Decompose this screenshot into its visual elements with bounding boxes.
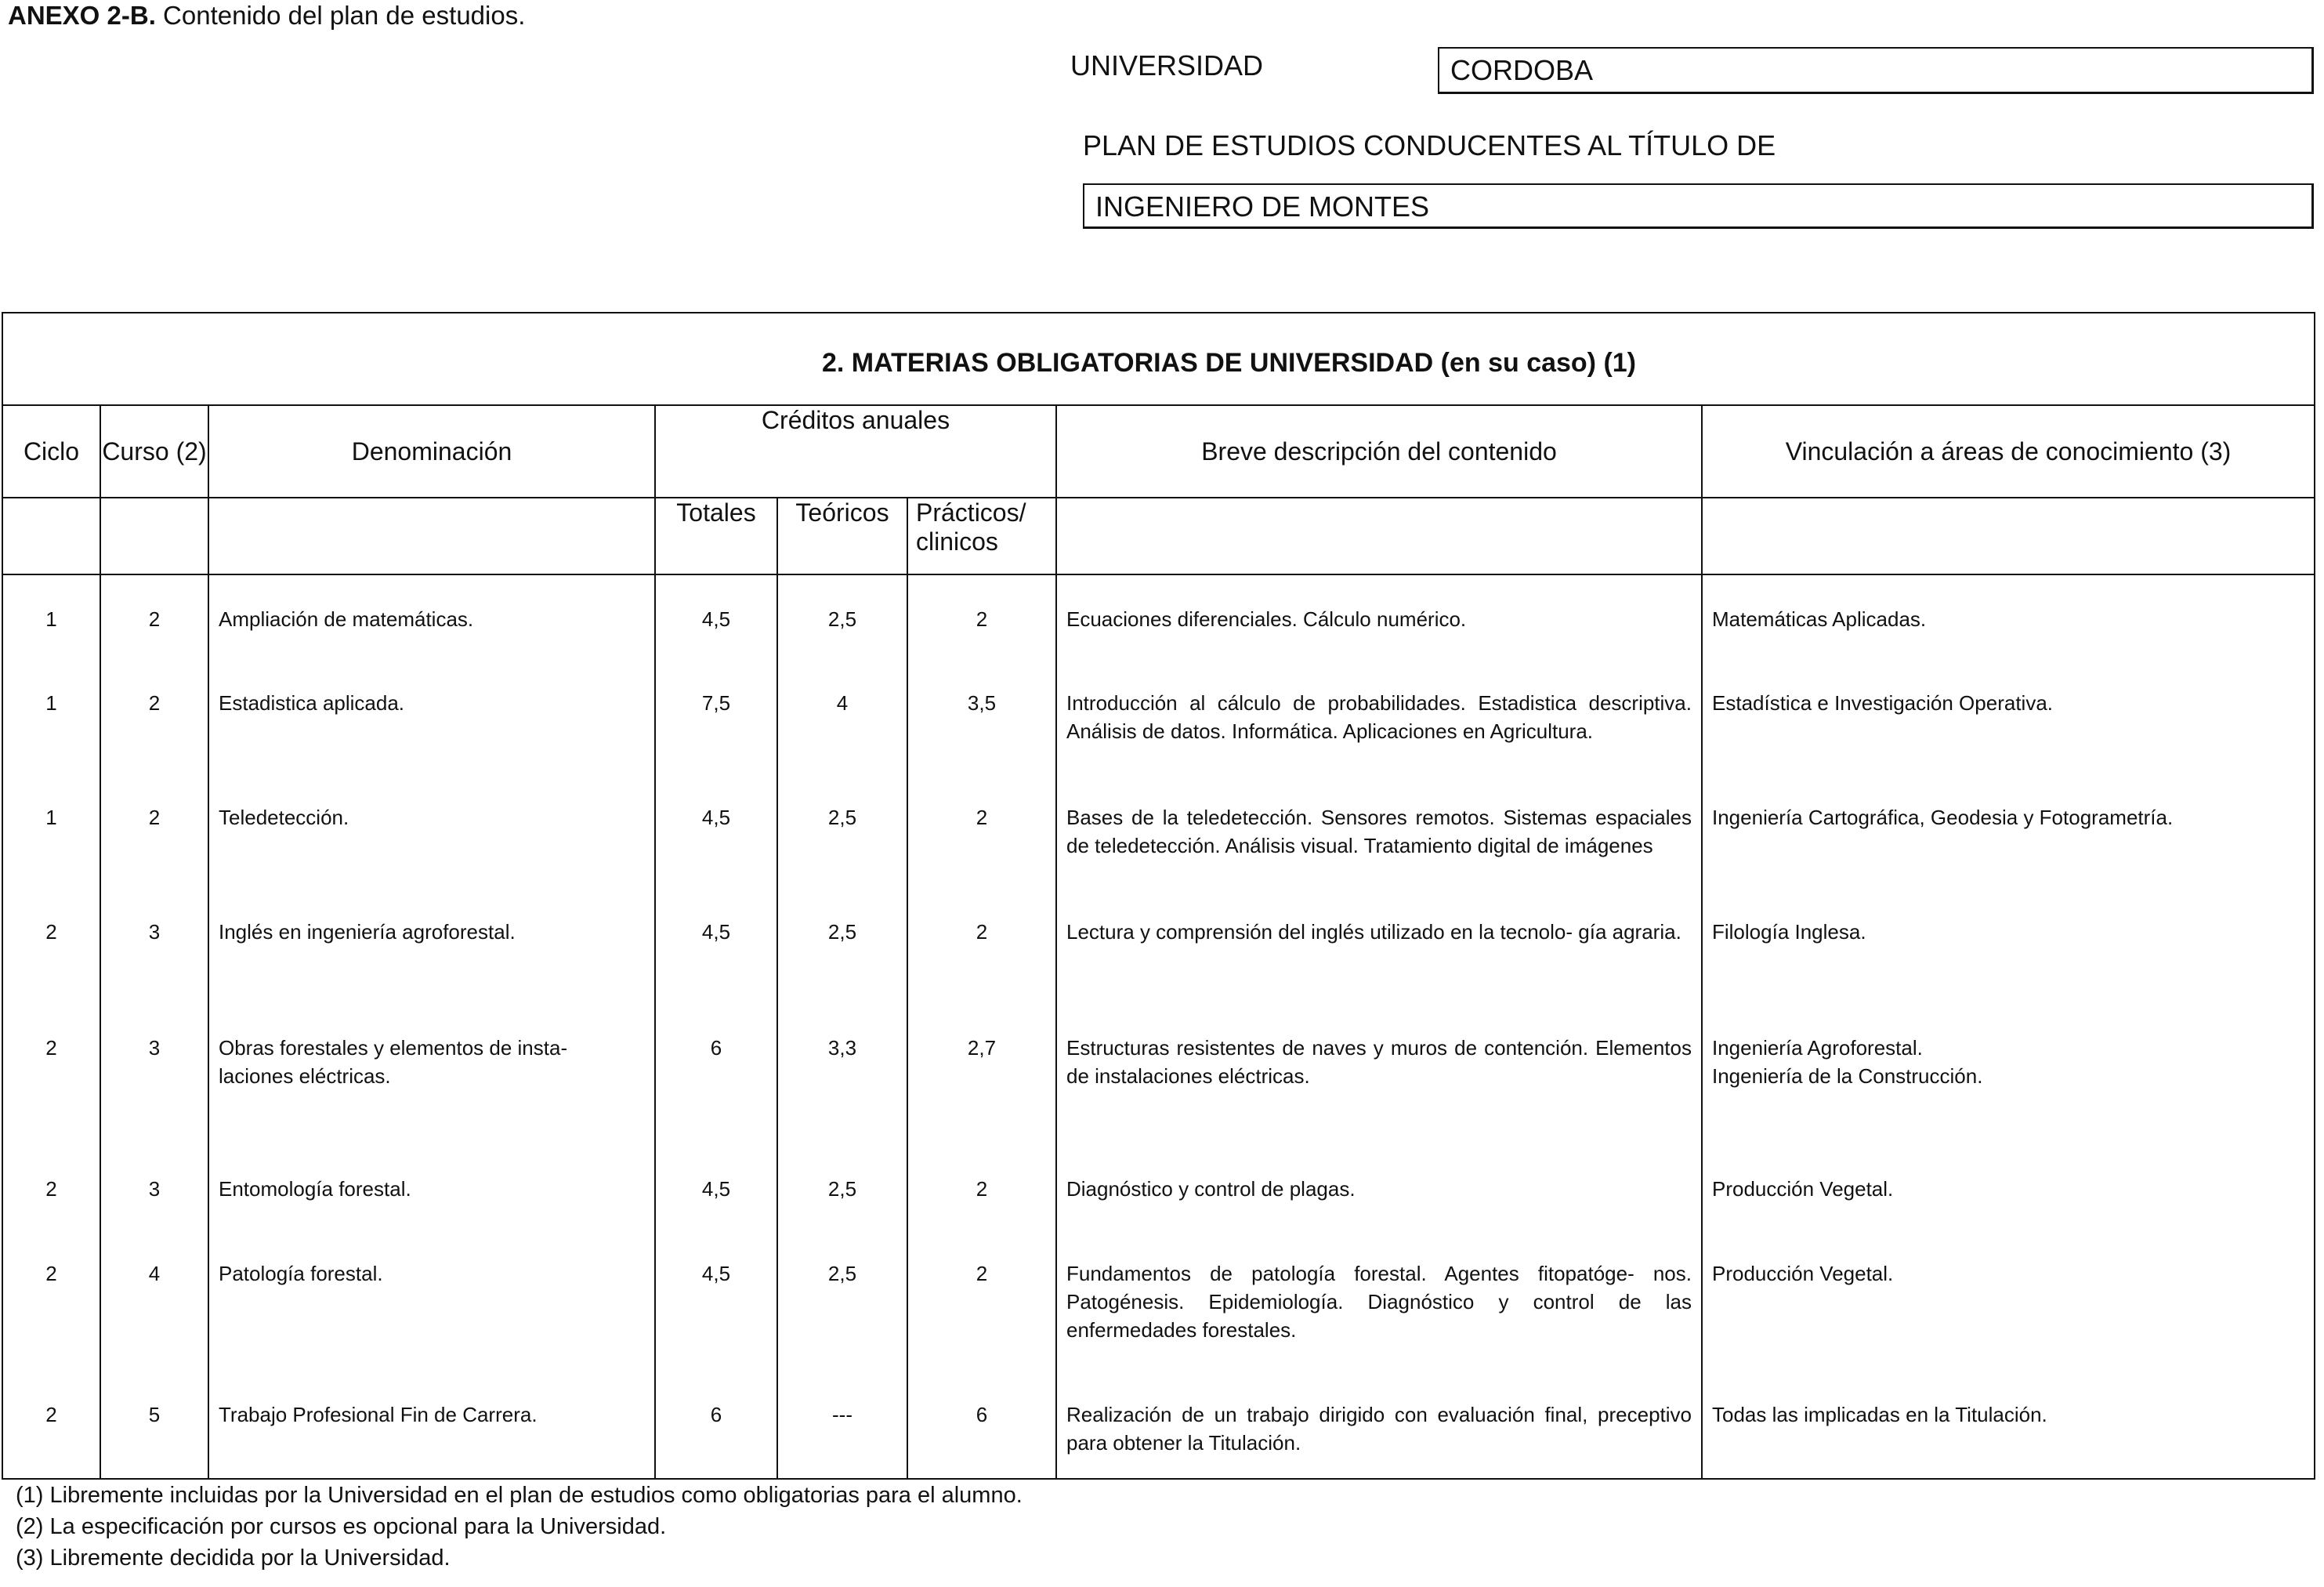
header-denominacion: Denominación (208, 405, 655, 498)
cell-ciclo: 1 (2, 574, 100, 659)
cell-teoricos: --- (777, 1371, 907, 1479)
cell-teoricos: 2,5 (777, 1230, 907, 1371)
cell-denominacion: Teledetección. (208, 774, 655, 888)
cell-curso: 3 (100, 1004, 208, 1145)
cell-practicos: 6 (907, 1371, 1056, 1479)
university-value: CORDOBA (1438, 47, 2314, 94)
header-vinculacion: Vinculación a áreas de conocimiento (3) (1702, 405, 2315, 498)
table-row (2, 1230, 2315, 1371)
university-label: UNIVERSIDAD (1070, 49, 1264, 82)
cell-curso: 3 (100, 1145, 208, 1230)
cell-totales: 4,5 (655, 774, 777, 888)
footnote-3: (3) Libremente decidida por la Universidad. (16, 1545, 451, 1571)
header-spacer (100, 498, 208, 574)
cell-teoricos: 3,3 (777, 1004, 907, 1145)
cell-area: Estadística e Investigación Operativa. (1702, 659, 2315, 774)
cell-totales: 4,5 (655, 574, 777, 659)
degree-title-value: INGENIERO DE MONTES (1083, 183, 2314, 229)
cell-area: Ingeniería Cartográfica, Geodesia y Fotogrametría. (1702, 774, 2315, 888)
table-row (2, 774, 2315, 888)
cell-totales: 6 (655, 1371, 777, 1479)
header-spacer (1702, 498, 2315, 574)
cell-teoricos: 2,5 (777, 888, 907, 1004)
cell-teoricos: 2,5 (777, 774, 907, 888)
cell-area: Ingeniería Agroforestal. Ingeniería de la Construcción. (1702, 1004, 2315, 1145)
table-row (2, 888, 2315, 1004)
header-ciclo: Ciclo (2, 405, 100, 498)
cell-denominacion: Trabajo Profesional Fin de Carrera. (208, 1371, 655, 1479)
cell-denominacion: Estadistica aplicada. (208, 659, 655, 774)
cell-area: Producción Vegetal. (1702, 1230, 2315, 1371)
cell-descripcion: Estructuras resistentes de naves y muros de contención. Elementos de instalaciones eléctricas. (1056, 1004, 1702, 1145)
cell-practicos: 2 (907, 888, 1056, 1004)
cell-teoricos: 2,5 (777, 574, 907, 659)
cell-denominacion: Entomología forestal. (208, 1145, 655, 1230)
cell-teoricos: 2,5 (777, 1145, 907, 1230)
cell-curso: 5 (100, 1371, 208, 1479)
table-row (2, 659, 2315, 774)
table-row (2, 1145, 2315, 1230)
cell-descripcion: Ecuaciones diferenciales. Cálculo numérico. (1056, 574, 1702, 659)
cell-denominacion: Inglés en ingeniería agroforestal. (208, 888, 655, 1004)
cell-practicos: 2 (907, 574, 1056, 659)
cell-practicos: 2 (907, 1145, 1056, 1230)
cell-totales: 4,5 (655, 888, 777, 1004)
cell-totales: 6 (655, 1004, 777, 1145)
cell-denominacion: Patología forestal. (208, 1230, 655, 1371)
table-row (2, 1371, 2315, 1479)
header-creditos: Créditos anuales (655, 405, 1056, 498)
cell-area: Matemáticas Aplicadas. (1702, 574, 2315, 659)
cell-ciclo: 2 (2, 1371, 100, 1479)
cell-ciclo: 1 (2, 659, 100, 774)
header-spacer (2, 498, 100, 574)
cell-descripcion: Introducción al cálculo de probabilidades. Estadistica descriptiva. Análisis de datos. Informática. Aplicaciones en Agricultura. (1056, 659, 1702, 774)
cell-denominacion: Obras forestales y elementos de insta- laciones eléctricas. (208, 1004, 655, 1145)
header-curso: Curso (2) (100, 405, 208, 498)
cell-area: Filología Inglesa. (1702, 888, 2315, 1004)
cell-descripcion: Diagnóstico y control de plagas. (1056, 1145, 1702, 1230)
footnote-1: (1) Libremente incluidas por la Universidad en el plan de estudios como obligatorias para el alumno. (16, 1483, 1023, 1508)
cell-area: Producción Vegetal. (1702, 1145, 2315, 1230)
cell-area: Todas las implicadas en la Titulación. (1702, 1371, 2315, 1479)
footnote-2: (2) La especificación por cursos es opcional para la Universidad. (16, 1514, 667, 1539)
cell-curso: 2 (100, 659, 208, 774)
cell-descripcion: Realización de un trabajo dirigido con evaluación final, preceptivo para obtener la Titulación. (1056, 1371, 1702, 1479)
table-row (2, 1004, 2315, 1145)
cell-ciclo: 1 (2, 774, 100, 888)
header-totales: Totales (655, 498, 777, 574)
subjects-table (2, 312, 2315, 1480)
cell-practicos: 3,5 (907, 659, 1056, 774)
cell-totales: 7,5 (655, 659, 777, 774)
header-practicos: Prácticos/ clinicos (907, 498, 1056, 574)
cell-ciclo: 2 (2, 888, 100, 1004)
cell-descripcion: Fundamentos de patología forestal. Agentes fitopatóge- nos. Patogénesis. Epidemiología. Diagnóstico y control de las enfermedades forestales. (1056, 1230, 1702, 1371)
cell-totales: 4,5 (655, 1230, 777, 1371)
annex-subtitle: Contenido del plan de estudios. (155, 1, 526, 30)
section-title: 2. MATERIAS OBLIGATORIAS DE UNIVERSIDAD (en su caso) (1) (2, 313, 2315, 405)
header-spacer (208, 498, 655, 574)
cell-curso: 4 (100, 1230, 208, 1371)
cell-practicos: 2 (907, 774, 1056, 888)
header-teoricos: Teóricos (777, 498, 907, 574)
cell-teoricos: 4 (777, 659, 907, 774)
cell-practicos: 2,7 (907, 1004, 1056, 1145)
cell-descripcion: Bases de la teledetección. Sensores remotos. Sistemas espaciales de teledetección. Análisis visual. Tratamiento digital de imágenes (1056, 774, 1702, 888)
cell-practicos: 2 (907, 1230, 1056, 1371)
footnotes (16, 1480, 1023, 1574)
cell-ciclo: 2 (2, 1145, 100, 1230)
cell-ciclo: 2 (2, 1230, 100, 1371)
cell-ciclo: 2 (2, 1004, 100, 1145)
annex-number: ANEXO 2-B. (8, 1, 156, 30)
cell-totales: 4,5 (655, 1145, 777, 1230)
header-descripcion: Breve descripción del contenido (1056, 405, 1702, 498)
table-row (2, 574, 2315, 659)
cell-curso: 3 (100, 888, 208, 1004)
header-spacer (1056, 498, 1702, 574)
cell-descripcion: Lectura y comprensión del inglés utilizado en la tecnolo- gía agraria. (1056, 888, 1702, 1004)
cell-denominacion: Ampliación de matemáticas. (208, 574, 655, 659)
annex-heading (8, 0, 525, 31)
plan-label: PLAN DE ESTUDIOS CONDUCENTES AL TÍTULO DE (1083, 129, 1776, 161)
cell-curso: 2 (100, 574, 208, 659)
cell-curso: 2 (100, 774, 208, 888)
